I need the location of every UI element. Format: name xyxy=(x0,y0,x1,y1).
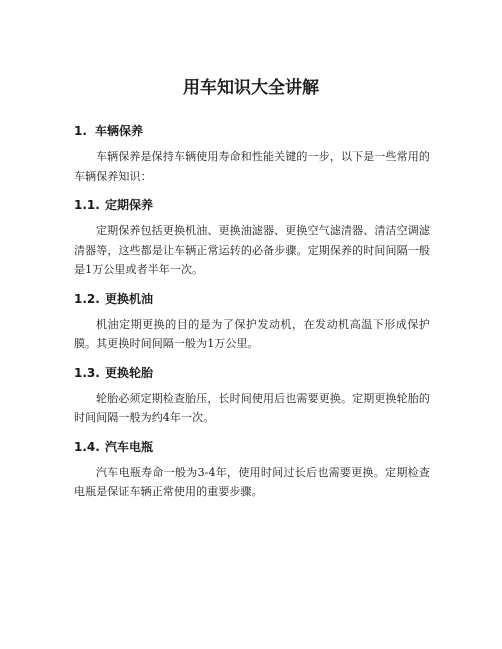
subsection-title: 更换轮胎 xyxy=(105,365,154,380)
subsection-paragraph-1-3: 轮胎必须定期检查胎压，长时间使用后也需要更换。定期更换轮胎的时间间隔一般为约4年一次。 xyxy=(74,391,430,424)
section-title: 车辆保养 xyxy=(95,124,144,138)
subsection-heading-1-4 xyxy=(74,438,430,456)
document-body xyxy=(74,118,430,502)
subsection-title: 定期保养 xyxy=(105,198,154,212)
subsection-number: 1.1. xyxy=(74,198,100,212)
section-heading xyxy=(74,122,430,140)
subsection-number: 1.3. xyxy=(74,365,100,380)
subsection-number: 1.4. xyxy=(74,439,100,454)
subsection-heading-1-1 xyxy=(74,196,430,214)
section-intro-paragraph: 车辆保养是保持车辆使用寿命和性能关键的一步，以下是一些常用的车辆保养知识： xyxy=(74,150,430,183)
subsection-paragraph-1-2: 机油定期更换的目的是为了保护发动机，在发动机高温下形成保护膜。其更换时间间隔一般为1万公里。 xyxy=(74,317,430,350)
document-title: 用车知识大全讲解 xyxy=(183,78,319,98)
subsection-paragraph-1-1: 定期保养包括更换机油、更换油滤器、更换空气滤清器、清洁空调滤清器等，这些都是让车辆正常运转的必备步骤。定期保养的时间间隔一般是1万公里或者半年一次。 xyxy=(74,224,430,276)
subsection-heading-1-3 xyxy=(74,364,430,382)
subsection-title: 更换机油 xyxy=(105,291,154,306)
subsection-number: 1.2. xyxy=(74,291,100,306)
subsection-paragraph-1-4: 汽车电瓶寿命一般为3-4年，使用时间过长后也需要更换。定期检查电瓶是保证车辆正常使用的重要步骤。 xyxy=(74,465,430,498)
section-number: 1. xyxy=(74,124,87,138)
subsection-heading-1-2 xyxy=(74,290,430,308)
subsection-title: 汽车电瓶 xyxy=(105,439,154,454)
